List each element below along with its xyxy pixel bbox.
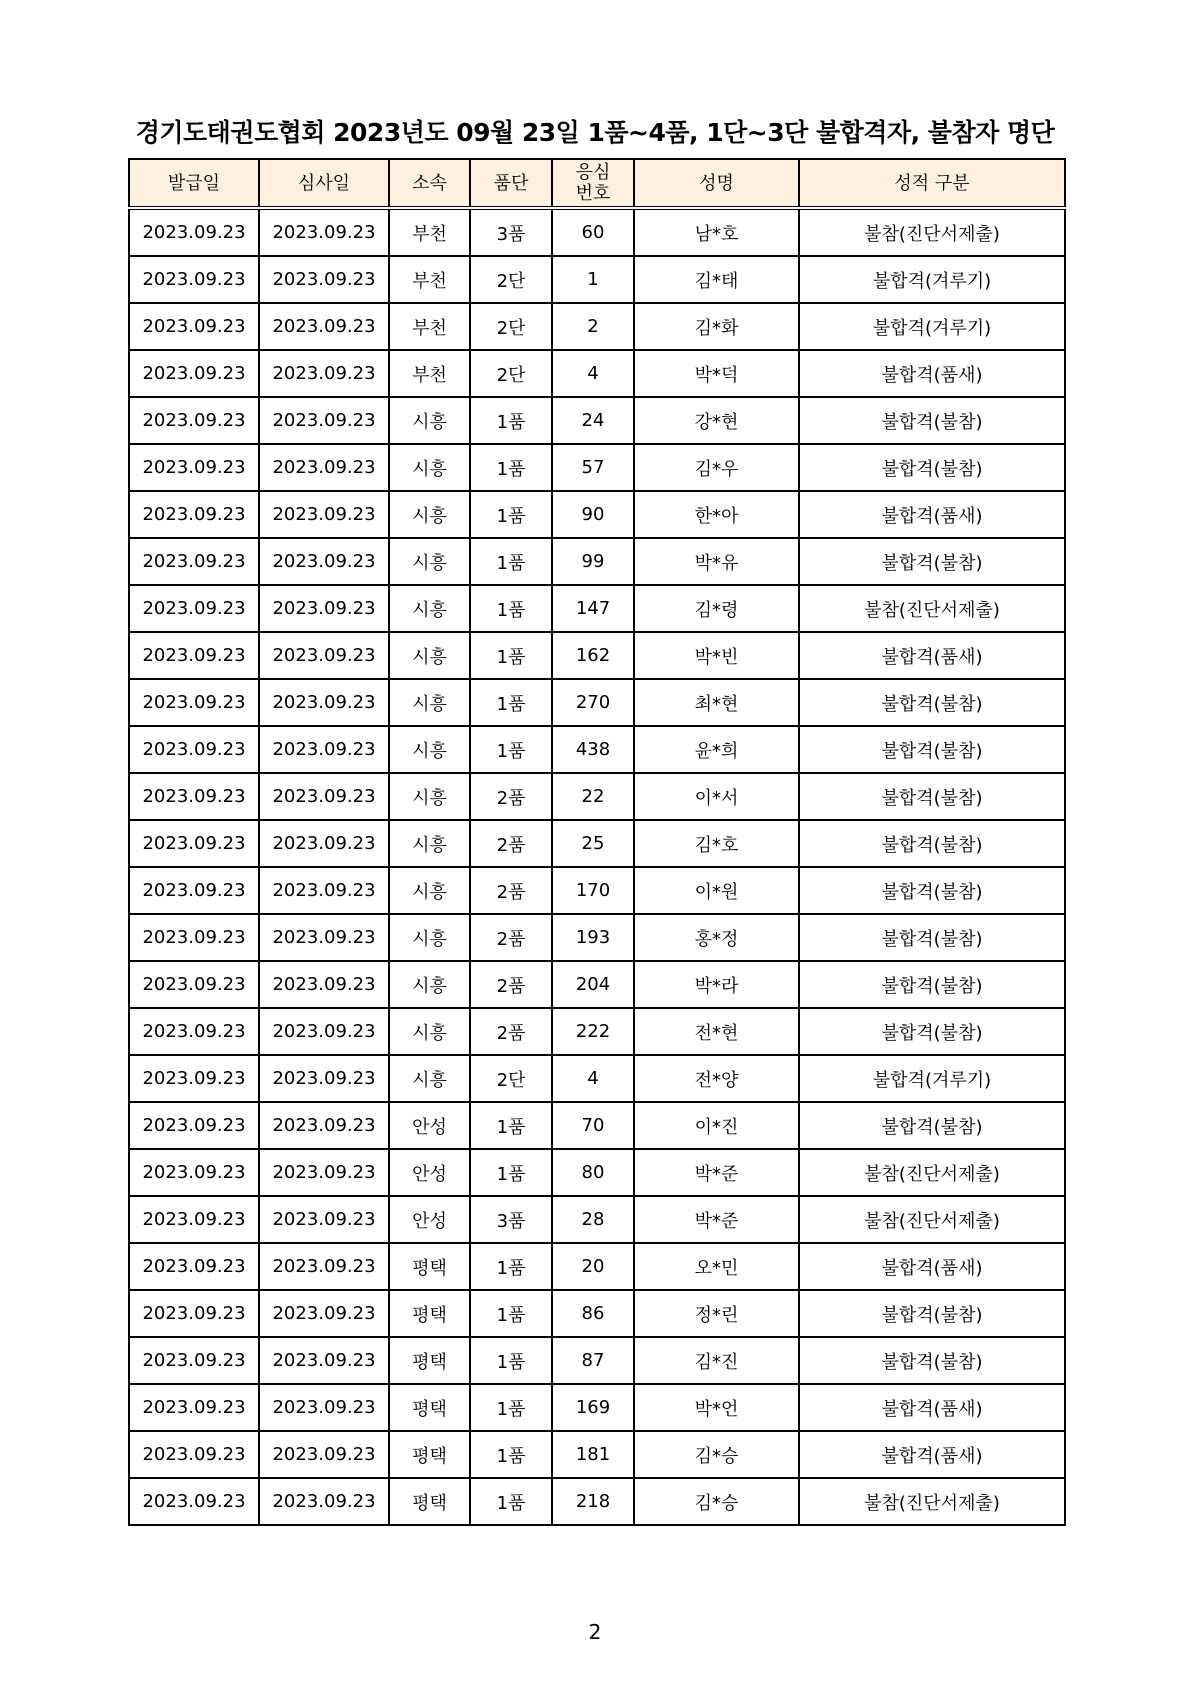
cell-exam-number: 170 bbox=[552, 867, 634, 914]
cell-exam-number: 222 bbox=[552, 1008, 634, 1055]
cell-exam-date: 2023.09.23 bbox=[259, 632, 389, 679]
table-row bbox=[129, 820, 1065, 867]
cell-exam-date: 2023.09.23 bbox=[259, 1196, 389, 1243]
table-row bbox=[129, 1102, 1065, 1149]
cell-affiliation: 부천 bbox=[389, 208, 470, 256]
cell-issue-date: 2023.09.23 bbox=[129, 726, 259, 773]
cell-name: 전*양 bbox=[634, 1055, 799, 1102]
cell-affiliation: 시흥 bbox=[389, 820, 470, 867]
cell-name: 전*현 bbox=[634, 1008, 799, 1055]
cell-name: 박*라 bbox=[634, 961, 799, 1008]
cell-affiliation: 부천 bbox=[389, 256, 470, 303]
cell-name: 김*승 bbox=[634, 1478, 799, 1525]
cell-exam-date: 2023.09.23 bbox=[259, 350, 389, 397]
cell-result: 불참(진단서제출) bbox=[799, 1196, 1065, 1243]
cell-exam-number: 20 bbox=[552, 1243, 634, 1290]
cell-issue-date: 2023.09.23 bbox=[129, 679, 259, 726]
cell-name: 김*진 bbox=[634, 1337, 799, 1384]
cell-rank: 2품 bbox=[470, 820, 552, 867]
cell-affiliation: 시흥 bbox=[389, 867, 470, 914]
cell-result: 불합격(불참) bbox=[799, 914, 1065, 961]
table-row bbox=[129, 208, 1065, 256]
cell-exam-date: 2023.09.23 bbox=[259, 820, 389, 867]
cell-issue-date: 2023.09.23 bbox=[129, 256, 259, 303]
cell-exam-date: 2023.09.23 bbox=[259, 961, 389, 1008]
cell-affiliation: 시흥 bbox=[389, 444, 470, 491]
cell-exam-date: 2023.09.23 bbox=[259, 1290, 389, 1337]
cell-exam-date: 2023.09.23 bbox=[259, 679, 389, 726]
cell-exam-number: 147 bbox=[552, 585, 634, 632]
table-row bbox=[129, 773, 1065, 820]
cell-rank: 1품 bbox=[470, 632, 552, 679]
cell-exam-number: 90 bbox=[552, 491, 634, 538]
header-name: 성명 bbox=[634, 159, 799, 208]
cell-rank: 1품 bbox=[470, 679, 552, 726]
cell-rank: 1품 bbox=[470, 726, 552, 773]
cell-exam-number: 1 bbox=[552, 256, 634, 303]
cell-result: 불합격(품새) bbox=[799, 632, 1065, 679]
table-row bbox=[129, 444, 1065, 491]
table-row bbox=[129, 1384, 1065, 1431]
cell-rank: 1품 bbox=[470, 585, 552, 632]
cell-exam-date: 2023.09.23 bbox=[259, 1384, 389, 1431]
cell-issue-date: 2023.09.23 bbox=[129, 303, 259, 350]
cell-exam-number: 4 bbox=[552, 1055, 634, 1102]
table-row bbox=[129, 1478, 1065, 1525]
cell-result: 불참(진단서제출) bbox=[799, 208, 1065, 256]
cell-exam-number: 270 bbox=[552, 679, 634, 726]
cell-affiliation: 시흥 bbox=[389, 397, 470, 444]
cell-rank: 1품 bbox=[470, 1149, 552, 1196]
cell-rank: 1품 bbox=[470, 1384, 552, 1431]
table-row bbox=[129, 1337, 1065, 1384]
cell-exam-number: 22 bbox=[552, 773, 634, 820]
cell-affiliation: 평택 bbox=[389, 1337, 470, 1384]
cell-exam-date: 2023.09.23 bbox=[259, 397, 389, 444]
cell-rank: 2품 bbox=[470, 867, 552, 914]
cell-name: 김*화 bbox=[634, 303, 799, 350]
cell-name: 이*진 bbox=[634, 1102, 799, 1149]
cell-issue-date: 2023.09.23 bbox=[129, 1008, 259, 1055]
cell-affiliation: 평택 bbox=[389, 1243, 470, 1290]
cell-issue-date: 2023.09.23 bbox=[129, 914, 259, 961]
cell-rank: 1품 bbox=[470, 1478, 552, 1525]
table-row bbox=[129, 585, 1065, 632]
cell-result: 불합격(불참) bbox=[799, 1337, 1065, 1384]
table-header-row bbox=[129, 159, 1065, 208]
cell-affiliation: 시흥 bbox=[389, 679, 470, 726]
cell-exam-date: 2023.09.23 bbox=[259, 1008, 389, 1055]
table-row bbox=[129, 1055, 1065, 1102]
header-affiliation: 소속 bbox=[389, 159, 470, 208]
cell-exam-number: 99 bbox=[552, 538, 634, 585]
cell-result: 불합격(불참) bbox=[799, 726, 1065, 773]
cell-name: 김*우 bbox=[634, 444, 799, 491]
cell-affiliation: 부천 bbox=[389, 350, 470, 397]
cell-name: 윤*희 bbox=[634, 726, 799, 773]
table-row bbox=[129, 1149, 1065, 1196]
page-number: 2 bbox=[588, 1620, 602, 1644]
cell-result: 불합격(불참) bbox=[799, 1290, 1065, 1337]
cell-name: 박*덕 bbox=[634, 350, 799, 397]
cell-exam-date: 2023.09.23 bbox=[259, 208, 389, 256]
cell-exam-date: 2023.09.23 bbox=[259, 914, 389, 961]
cell-rank: 2단 bbox=[470, 1055, 552, 1102]
cell-exam-number: 169 bbox=[552, 1384, 634, 1431]
cell-name: 홍*정 bbox=[634, 914, 799, 961]
cell-name: 정*린 bbox=[634, 1290, 799, 1337]
cell-issue-date: 2023.09.23 bbox=[129, 1384, 259, 1431]
cell-exam-date: 2023.09.23 bbox=[259, 491, 389, 538]
cell-exam-number: 80 bbox=[552, 1149, 634, 1196]
table-row bbox=[129, 726, 1065, 773]
roster-table bbox=[128, 158, 1066, 1526]
cell-result: 불합격(불참) bbox=[799, 1102, 1065, 1149]
cell-issue-date: 2023.09.23 bbox=[129, 773, 259, 820]
cell-affiliation: 시흥 bbox=[389, 491, 470, 538]
table-row bbox=[129, 1243, 1065, 1290]
cell-affiliation: 시흥 bbox=[389, 632, 470, 679]
table-body bbox=[129, 208, 1065, 1525]
cell-issue-date: 2023.09.23 bbox=[129, 444, 259, 491]
cell-name: 박*준 bbox=[634, 1196, 799, 1243]
cell-result: 불합격(품새) bbox=[799, 491, 1065, 538]
cell-name: 오*민 bbox=[634, 1243, 799, 1290]
cell-affiliation: 평택 bbox=[389, 1478, 470, 1525]
cell-affiliation: 시흥 bbox=[389, 1008, 470, 1055]
cell-issue-date: 2023.09.23 bbox=[129, 1243, 259, 1290]
table-row bbox=[129, 303, 1065, 350]
cell-issue-date: 2023.09.23 bbox=[129, 538, 259, 585]
cell-result: 불합격(불참) bbox=[799, 444, 1065, 491]
cell-issue-date: 2023.09.23 bbox=[129, 1337, 259, 1384]
cell-result: 불합격(불참) bbox=[799, 867, 1065, 914]
table-row bbox=[129, 632, 1065, 679]
cell-rank: 2품 bbox=[470, 961, 552, 1008]
cell-name: 이*원 bbox=[634, 867, 799, 914]
cell-exam-number: 70 bbox=[552, 1102, 634, 1149]
cell-affiliation: 안성 bbox=[389, 1149, 470, 1196]
cell-affiliation: 안성 bbox=[389, 1102, 470, 1149]
cell-name: 최*현 bbox=[634, 679, 799, 726]
table-row bbox=[129, 679, 1065, 726]
cell-rank: 1품 bbox=[470, 1102, 552, 1149]
cell-exam-number: 438 bbox=[552, 726, 634, 773]
cell-issue-date: 2023.09.23 bbox=[129, 1196, 259, 1243]
cell-exam-date: 2023.09.23 bbox=[259, 726, 389, 773]
cell-affiliation: 시흥 bbox=[389, 961, 470, 1008]
cell-issue-date: 2023.09.23 bbox=[129, 820, 259, 867]
cell-exam-date: 2023.09.23 bbox=[259, 1478, 389, 1525]
cell-exam-date: 2023.09.23 bbox=[259, 303, 389, 350]
cell-exam-date: 2023.09.23 bbox=[259, 1337, 389, 1384]
cell-result: 불합격(불참) bbox=[799, 397, 1065, 444]
cell-rank: 3품 bbox=[470, 208, 552, 256]
cell-name: 김*령 bbox=[634, 585, 799, 632]
cell-issue-date: 2023.09.23 bbox=[129, 397, 259, 444]
cell-issue-date: 2023.09.23 bbox=[129, 961, 259, 1008]
cell-result: 불합격(불참) bbox=[799, 1008, 1065, 1055]
header-rank: 품단 bbox=[470, 159, 552, 208]
cell-result: 불합격(겨루기) bbox=[799, 303, 1065, 350]
cell-result: 불합격(품새) bbox=[799, 350, 1065, 397]
cell-rank: 3품 bbox=[470, 1196, 552, 1243]
cell-issue-date: 2023.09.23 bbox=[129, 1055, 259, 1102]
cell-exam-date: 2023.09.23 bbox=[259, 867, 389, 914]
cell-name: 박*준 bbox=[634, 1149, 799, 1196]
cell-name: 김*호 bbox=[634, 820, 799, 867]
cell-affiliation: 평택 bbox=[389, 1290, 470, 1337]
header-exam-number-line1: 응심 bbox=[575, 162, 611, 183]
table-row bbox=[129, 867, 1065, 914]
cell-rank: 2품 bbox=[470, 914, 552, 961]
cell-result: 불참(진단서제출) bbox=[799, 1478, 1065, 1525]
cell-exam-date: 2023.09.23 bbox=[259, 1431, 389, 1478]
cell-rank: 1품 bbox=[470, 1337, 552, 1384]
table-row bbox=[129, 397, 1065, 444]
cell-exam-number: 24 bbox=[552, 397, 634, 444]
cell-name: 박*유 bbox=[634, 538, 799, 585]
cell-result: 불합격(겨루기) bbox=[799, 1055, 1065, 1102]
cell-rank: 2품 bbox=[470, 1008, 552, 1055]
cell-issue-date: 2023.09.23 bbox=[129, 1102, 259, 1149]
cell-exam-number: 86 bbox=[552, 1290, 634, 1337]
cell-exam-number: 57 bbox=[552, 444, 634, 491]
table-row bbox=[129, 1431, 1065, 1478]
cell-result: 불합격(불참) bbox=[799, 961, 1065, 1008]
cell-rank: 1품 bbox=[470, 538, 552, 585]
cell-issue-date: 2023.09.23 bbox=[129, 1290, 259, 1337]
cell-rank: 1품 bbox=[470, 397, 552, 444]
cell-affiliation: 평택 bbox=[389, 1384, 470, 1431]
cell-rank: 2품 bbox=[470, 773, 552, 820]
cell-name: 한*아 bbox=[634, 491, 799, 538]
table-row bbox=[129, 256, 1065, 303]
cell-name: 김*승 bbox=[634, 1431, 799, 1478]
table-row bbox=[129, 1008, 1065, 1055]
header-result: 성적 구분 bbox=[799, 159, 1065, 208]
cell-exam-date: 2023.09.23 bbox=[259, 1102, 389, 1149]
cell-exam-number: 193 bbox=[552, 914, 634, 961]
cell-result: 불합격(불참) bbox=[799, 773, 1065, 820]
cell-exam-number: 2 bbox=[552, 303, 634, 350]
cell-exam-number: 4 bbox=[552, 350, 634, 397]
table-row bbox=[129, 491, 1065, 538]
cell-exam-number: 28 bbox=[552, 1196, 634, 1243]
cell-name: 박*빈 bbox=[634, 632, 799, 679]
cell-exam-number: 204 bbox=[552, 961, 634, 1008]
cell-name: 강*현 bbox=[634, 397, 799, 444]
cell-exam-date: 2023.09.23 bbox=[259, 1149, 389, 1196]
cell-name: 김*태 bbox=[634, 256, 799, 303]
cell-rank: 1품 bbox=[470, 1243, 552, 1290]
cell-rank: 1품 bbox=[470, 444, 552, 491]
cell-issue-date: 2023.09.23 bbox=[129, 1149, 259, 1196]
cell-affiliation: 부천 bbox=[389, 303, 470, 350]
cell-exam-number: 87 bbox=[552, 1337, 634, 1384]
header-exam-number bbox=[552, 159, 634, 208]
cell-exam-number: 181 bbox=[552, 1431, 634, 1478]
cell-affiliation: 시흥 bbox=[389, 773, 470, 820]
cell-issue-date: 2023.09.23 bbox=[129, 1478, 259, 1525]
cell-rank: 2단 bbox=[470, 256, 552, 303]
cell-result: 불합격(품새) bbox=[799, 1243, 1065, 1290]
cell-rank: 2단 bbox=[470, 303, 552, 350]
cell-result: 불합격(품새) bbox=[799, 1384, 1065, 1431]
header-exam-number-line2: 번호 bbox=[575, 183, 611, 204]
cell-result: 불참(진단서제출) bbox=[799, 1149, 1065, 1196]
cell-result: 불합격(불참) bbox=[799, 820, 1065, 867]
cell-exam-number: 218 bbox=[552, 1478, 634, 1525]
cell-result: 불합격(불참) bbox=[799, 679, 1065, 726]
cell-affiliation: 시흥 bbox=[389, 914, 470, 961]
page-title: 경기도태권도협회 2023년도 09월 23일 1품~4품, 1단~3단 불합격자, 불참자 명단 bbox=[135, 118, 1055, 147]
cell-exam-date: 2023.09.23 bbox=[259, 256, 389, 303]
cell-exam-number: 25 bbox=[552, 820, 634, 867]
cell-exam-date: 2023.09.23 bbox=[259, 1243, 389, 1290]
cell-name: 이*서 bbox=[634, 773, 799, 820]
cell-exam-date: 2023.09.23 bbox=[259, 1055, 389, 1102]
cell-issue-date: 2023.09.23 bbox=[129, 867, 259, 914]
header-exam-date: 심사일 bbox=[259, 159, 389, 208]
table-row bbox=[129, 1290, 1065, 1337]
cell-rank: 2단 bbox=[470, 350, 552, 397]
table-row bbox=[129, 961, 1065, 1008]
cell-affiliation: 시흥 bbox=[389, 538, 470, 585]
cell-rank: 1품 bbox=[470, 1431, 552, 1478]
header-issue-date: 발급일 bbox=[129, 159, 259, 208]
cell-name: 박*언 bbox=[634, 1384, 799, 1431]
cell-issue-date: 2023.09.23 bbox=[129, 350, 259, 397]
cell-affiliation: 시흥 bbox=[389, 1055, 470, 1102]
cell-issue-date: 2023.09.23 bbox=[129, 1431, 259, 1478]
table-row bbox=[129, 1196, 1065, 1243]
cell-issue-date: 2023.09.23 bbox=[129, 585, 259, 632]
cell-exam-date: 2023.09.23 bbox=[259, 773, 389, 820]
cell-issue-date: 2023.09.23 bbox=[129, 491, 259, 538]
cell-exam-date: 2023.09.23 bbox=[259, 538, 389, 585]
cell-exam-date: 2023.09.23 bbox=[259, 444, 389, 491]
table-row bbox=[129, 538, 1065, 585]
cell-exam-date: 2023.09.23 bbox=[259, 585, 389, 632]
cell-affiliation: 안성 bbox=[389, 1196, 470, 1243]
cell-result: 불합격(품새) bbox=[799, 1431, 1065, 1478]
cell-result: 불합격(겨루기) bbox=[799, 256, 1065, 303]
table-row bbox=[129, 350, 1065, 397]
cell-result: 불합격(불참) bbox=[799, 538, 1065, 585]
cell-result: 불참(진단서제출) bbox=[799, 585, 1065, 632]
cell-affiliation: 평택 bbox=[389, 1431, 470, 1478]
cell-affiliation: 시흥 bbox=[389, 726, 470, 773]
table-row bbox=[129, 914, 1065, 961]
cell-name: 남*호 bbox=[634, 208, 799, 256]
cell-exam-number: 60 bbox=[552, 208, 634, 256]
cell-exam-number: 162 bbox=[552, 632, 634, 679]
cell-issue-date: 2023.09.23 bbox=[129, 632, 259, 679]
cell-rank: 1품 bbox=[470, 1290, 552, 1337]
cell-rank: 1품 bbox=[470, 491, 552, 538]
cell-affiliation: 시흥 bbox=[389, 585, 470, 632]
cell-issue-date: 2023.09.23 bbox=[129, 208, 259, 256]
